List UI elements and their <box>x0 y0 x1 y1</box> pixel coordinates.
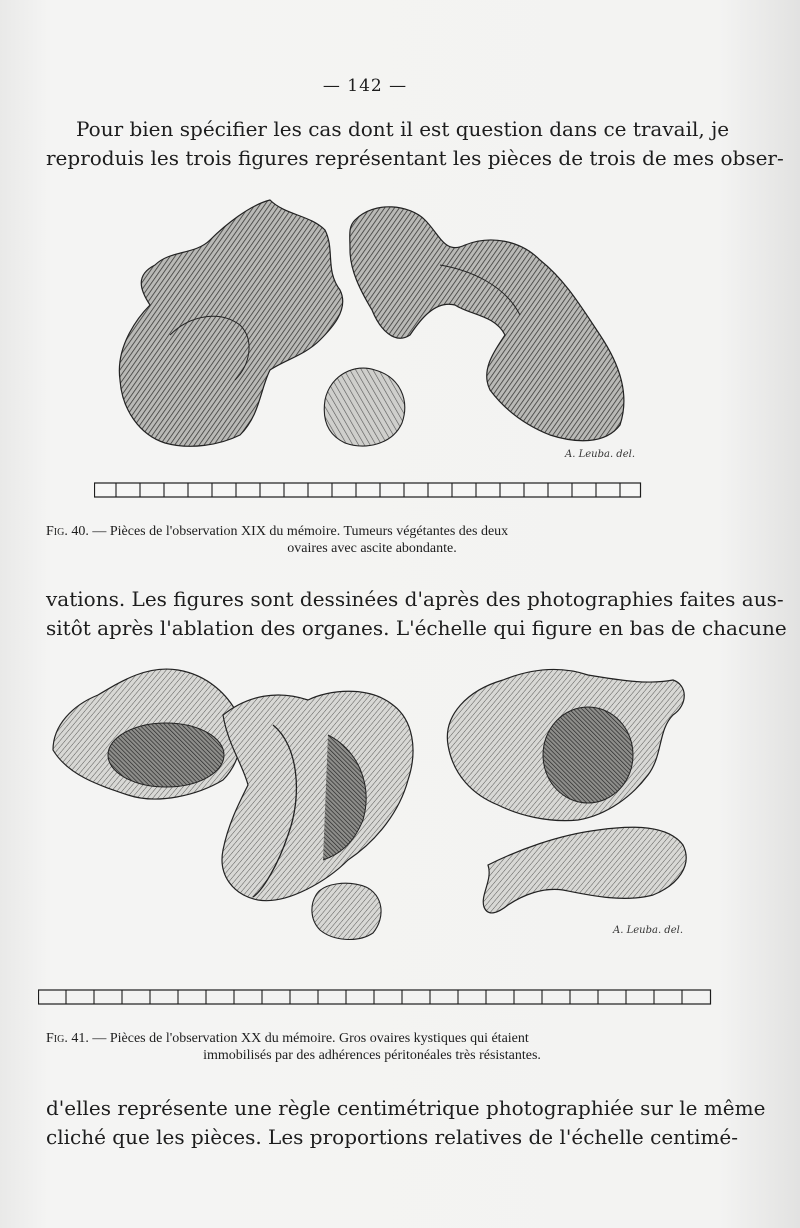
figure-41-caption-text: — Pièces de l'observation XX du mémoire. Gros ovaires kystiques qui étaient <box>92 1031 529 1046</box>
lower-fragment <box>312 883 381 939</box>
text-line: reproduis les trois figures représentant les pièces de trois de mes obser- <box>46 146 784 170</box>
figure-41-caption <box>46 1030 698 1064</box>
figure-40-label: Fig. 40. <box>46 524 89 539</box>
central-cyst-mass <box>222 691 413 900</box>
figure-40-caption-text: ovaires avec ascite abondante. <box>287 541 457 556</box>
figure-41-caption-text: immobilisés par des adhérences péritonéales très résistantes. <box>203 1048 541 1063</box>
central-fragment <box>324 368 404 446</box>
paragraph-intro <box>46 115 784 173</box>
figure-40-caption-text: — Pièces de l'observation XIX du mémoire. Tumeurs végétantes des deux <box>92 524 509 539</box>
figure-40-centimetre-scale <box>94 480 644 500</box>
figure-41-centimetre-scale <box>38 987 714 1007</box>
left-tumor-mass <box>119 200 342 446</box>
text-line: sitôt après l'ablation des organes. L'échelle qui figure en bas de chacune <box>46 616 787 640</box>
text-line: cliché que les pièces. Les proportions relatives de l'échelle centimé- <box>46 1125 739 1149</box>
paragraph-middle <box>46 585 787 643</box>
page-number: — 142 — <box>322 76 408 96</box>
text-line: Pour bien spécifier les cas dont il est question dans ce travail, je <box>76 117 730 141</box>
figure-40-caption <box>46 523 698 557</box>
figure-41-signature: A. Leuba. del. <box>613 925 683 936</box>
figure-41-illustration <box>48 655 693 945</box>
figure-40-illustration <box>110 195 640 460</box>
fallopian-tube <box>483 827 686 913</box>
text-line: vations. Les figures sont dessinées d'après des photographies faites aus- <box>46 587 784 611</box>
figure-41-label: Fig. 41. <box>46 1031 89 1046</box>
figure-40-signature: A. Leuba. del. <box>565 449 635 460</box>
paragraph-closing <box>46 1094 766 1152</box>
text-line: d'elles représente une règle centimétrique photographiée sur le même <box>46 1096 766 1120</box>
